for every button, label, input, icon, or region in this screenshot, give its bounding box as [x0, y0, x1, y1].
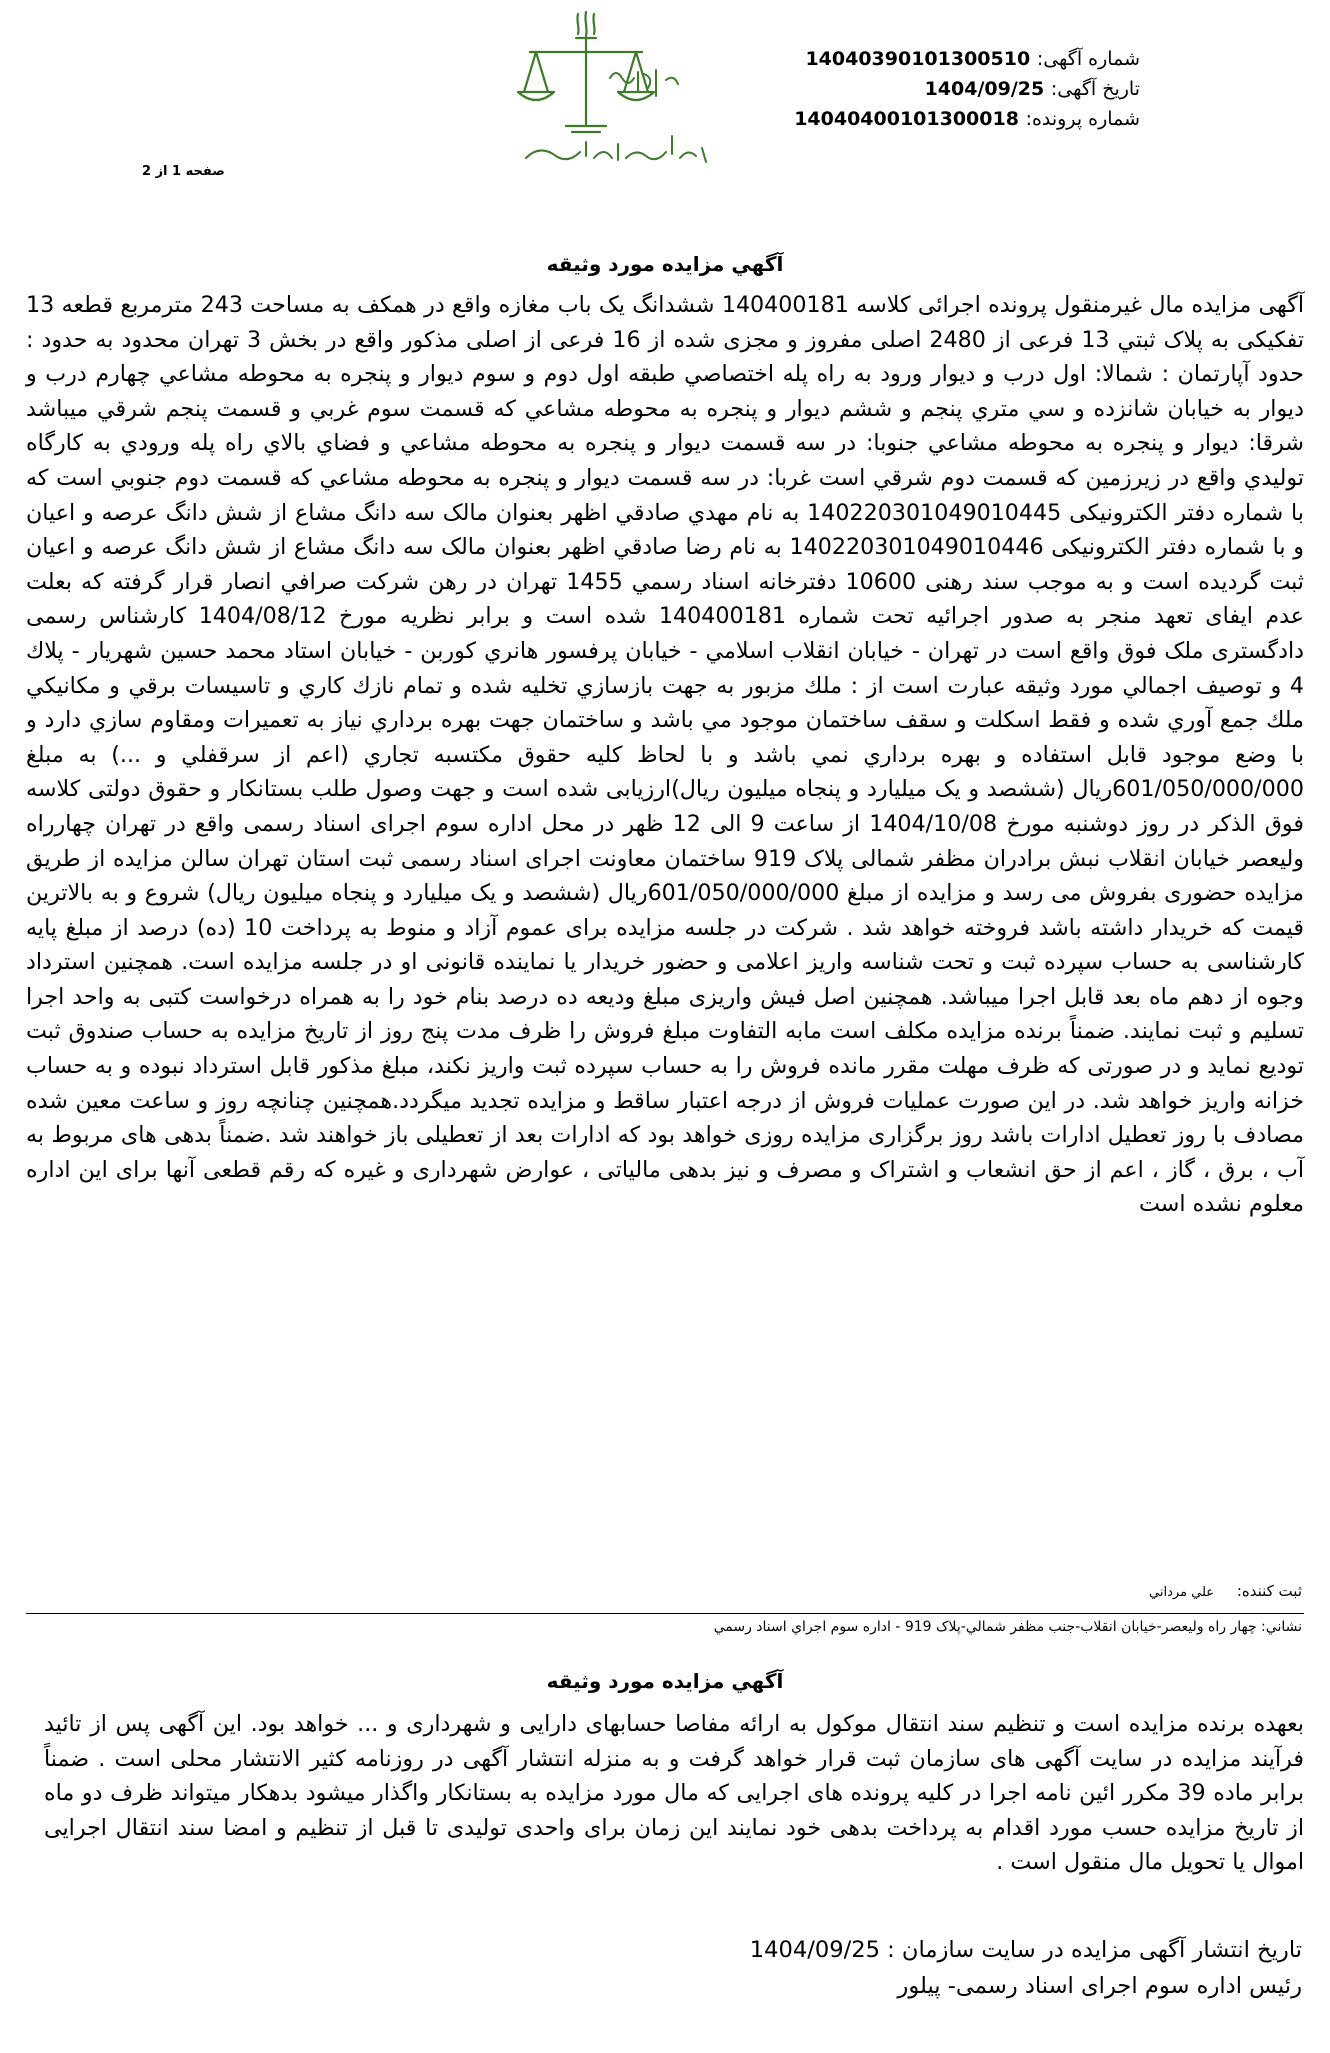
case-number-label: شماره پرونده:: [1025, 108, 1140, 130]
header-meta: [794, 44, 1140, 134]
ad-date-label: تاریخ آگهی:: [1050, 78, 1140, 100]
judiciary-emblem: [506, 8, 720, 184]
notice-footer: [28, 1932, 1302, 2004]
notice-body-text: آگهی مزایده مال غیرمنقول پرونده اجرائی کلاسه 140400181 ششدانگ یک باب مغازه واقع در همکف به مساحت 243 مترمربع قطعه 13 تفکیکی به پلاک ثبتي 13 فرعی از 2480 اصلی مفروز و مجزی شده از 16 فرعی از اصلی مذکور واقع در بخش 3 تهران محدود به حدود : حدود آپارتمان : شمالا: اول درب و دیوار ورود به راه پله اختصاصي طبقه اول دوم و سوم ديوار و پنجره به محوطه مشاعي چهارم درب و ديوار به خيابان شانزده و سي متري پنجم و ششم ديوار و پنجره به محوطه مشاعي كه قسمت سوم غربي و قسمت پنجم شرقي ميباشد شرقا: ديوار و پنجره به محوطه مشاعي جنوبا: در سه قسمت ديوار و پنجره به محوطه مشاعي و فضاي بالاي راه پله ورودي به كارگاه توليدي واقع در زيرزمين كه قسمت دوم شرقي است غربا: در سه قسمت ديوار و پنجره به محوطه مشاعي كه قسمت دوم جنوبي است كه با شماره دفتر الکترونیکی 140220301049010445 به نام مهدي صادقي اظهر بعنوان مالک سه دانگ مشاع از شش دانگ عرصه و اعیان و با شماره دفتر الکترونیکی 140220301049010446 به نام رضا صادقي اظهر بعنوان مالک سه دانگ مشاع از شش دانگ عرصه و اعیان ثبت گردیده است و به موجب سند رهنی 10600 دفترخانه اسناد رسمي 1455 تهران در رهن شرکت صرافي انصار قرار گرفته که بعلت عدم ایفای تعهد منجر به صدور اجرائیه تحت شماره 140400181 شده است و برابر نظريه مورخ 1404/08/12 كارشناس رسمی دادگستری ملک فوق واقع است در تهران - خيابان انقلاب اسلامي - خيابان پرفسور هانري كوربن - خيابان استاد محمد حسين شهريار - پلاك 4 و توصيف اجمالي مورد وثيقه عبارت است از : ملك مزبور به جهت بازسازي تخليه شده و تمام نازك كاري و تاسيسات برقي و مكانيكي ملك جمع آوري شده و فقط اسكلت و سقف ساختمان موجود مي باشد و ساختمان جهت بهره برداري نياز به تعميرات ومقاوم سازي دارد و با وضع موجود قابل استفاده و بهره برداري نمي باشد و با لحاظ كليه حقوق مكتسبه تجاري (اعم از سرقفلي و ...) به مبلغ 601/050/000/000ریال (ششصد و یک میلیارد و پنجاه میلیون ریال)ارزيابی شده است و جهت وصول طلب بستانکار و حقوق دولتی کلاسه فوق الذکر در روز دوشنبه مورخ 1404/10/08 از ساعت 9 الی 12 ظهر در محل اداره سوم اجرای اسناد رسمی واقع در تهران چهارراه ولیعصر خیابان انقلاب نبش برادران مظفر شمالی پلاک 919 ساختمان معاونت اجرای اسناد رسمی ثبت استان تهران سالن مزایده از طریق مزایده حضوری بفروش می رسد و مزایده از مبلغ 601/050/000/000ریال (ششصد و یک میلیارد و پنجاه میلیون ریال) شروع و به بالاترین قیمت که خریدار داشته باشد فروخته خواهد شد . شرکت در جلسه مزایده برای عموم آزاد و منوط به پرداخت 10 (ده) درصد از مبلغ پایه کارشناسی به حساب سپرده ثبت و تحت شناسه واریز اعلامی و حضور خریدار یا نماینده قانونی او در جلسه مزایده است. همچنین استرداد وجوه از دهم ماه بعد قابل اجرا میباشد. همچنین اصل فیش واریزی مبلغ ودیعه ده درصد بنام خود را به همراه درخواست کتبی به واحد اجرا تسلیم و ثبت نمایند. ضمناً برنده مزایده مکلف است مابه التفاوت مبلغ فروش را ظرف مدت پنج روز از تاریخ مزایده به حساب صندوق ثبت تودیع نماید و در صورتی که ظرف مهلت مقرر مانده فروش را به حساب سپرده ثبت واریز نکند، مبلغ مذکور قابل استرداد نبوده و به حساب خزانه واریز خواهد شد. در این صورت عملیات فروش از درجه اعتبار ساقط و مزایده تجدید میگردد.همچنین چنانچه روز و ساعت معین شده مصادف با روز تعطیل ادارات باشد روز برگزاری مزایده روزی خواهد بود که ادارات بعد از تعطیلی باز خواهند شد .ضمناً بدهی های مربوط به آب ، برق ، گاز ، اعم از حق انشعاب و اشتراک و مصرف و نیز بدهی مالیاتی ، عوارض شهرداری و غیره که رقم قطعی آنها برای این اداره معلوم نشده است: [26, 292, 1305, 1218]
publish-date-line: تاریخ انتشار آگهی مزایده در سایت سازمان : 1404/09/25: [749, 1937, 1302, 1963]
ad-date: 1404/09/25: [924, 78, 1045, 100]
ad-number-label: شماره آگهی:: [1036, 48, 1140, 70]
ad-number: 14040390101300510: [805, 48, 1031, 70]
registrar-name: علي مرداني: [1149, 1585, 1215, 1600]
registrar-label: ثبت کننده:: [1236, 1582, 1302, 1600]
notice-continuation-title: آگهي مزايده مورد وثيقه: [546, 1669, 784, 1693]
case-number: 14040400101300018: [794, 108, 1019, 130]
divider: [26, 1613, 1304, 1614]
registrar-line: [1149, 1582, 1302, 1600]
page-indicator: صفحه 1 از 2: [142, 164, 225, 179]
signature-line: رئیس اداره سوم اجرای اسناد رسمی- پیلور: [897, 1973, 1302, 1999]
notice-continuation-text: بعهده برنده مزایده است و تنظیم سند انتقال موکول به ارائه مفاصا حسابهای دارایی و شهرداری و ... خواهد بود. این آگهی پس از تائید فرآیند مزایده در سایت آگهی های سازمان ثبت قرار خواهد گرفت و به منزله انتشار آگهی در روزنامه کثیر الانتشار محلی است . ضمناً برابر ماده 39 مکرر ائین نامه اجرا در کلیه پرونده های اجرایی که مال مورد مزایده به بستانکار واگذار میشود بدهکار میتواند ظرف دو ماه از تاریخ مزایده حسب مورد اقدام به پرداخت بدهی خود نمایند این زمان برای واحدی تولیدی تا قبل از تنظیم و امضا سند انتقال اجرایی اموال یا تحویل مال منقول است .: [44, 1711, 1304, 1876]
ad-number-row: [794, 44, 1140, 74]
notice-body: [26, 288, 1304, 1222]
notice-title: آگهي مزايده مورد وثيقه: [546, 252, 784, 276]
emblem-graphic: [506, 8, 720, 184]
notice-continuation-body: [44, 1707, 1304, 1880]
case-number-row: [794, 104, 1140, 134]
ad-date-row: [794, 74, 1140, 104]
office-address: نشاني: چهار راه وليعصر-خيابان انقلاب-جنب مظفر شمالي-پلاک 919 - اداره سوم اجراي اسناد رسمي: [713, 1619, 1302, 1635]
